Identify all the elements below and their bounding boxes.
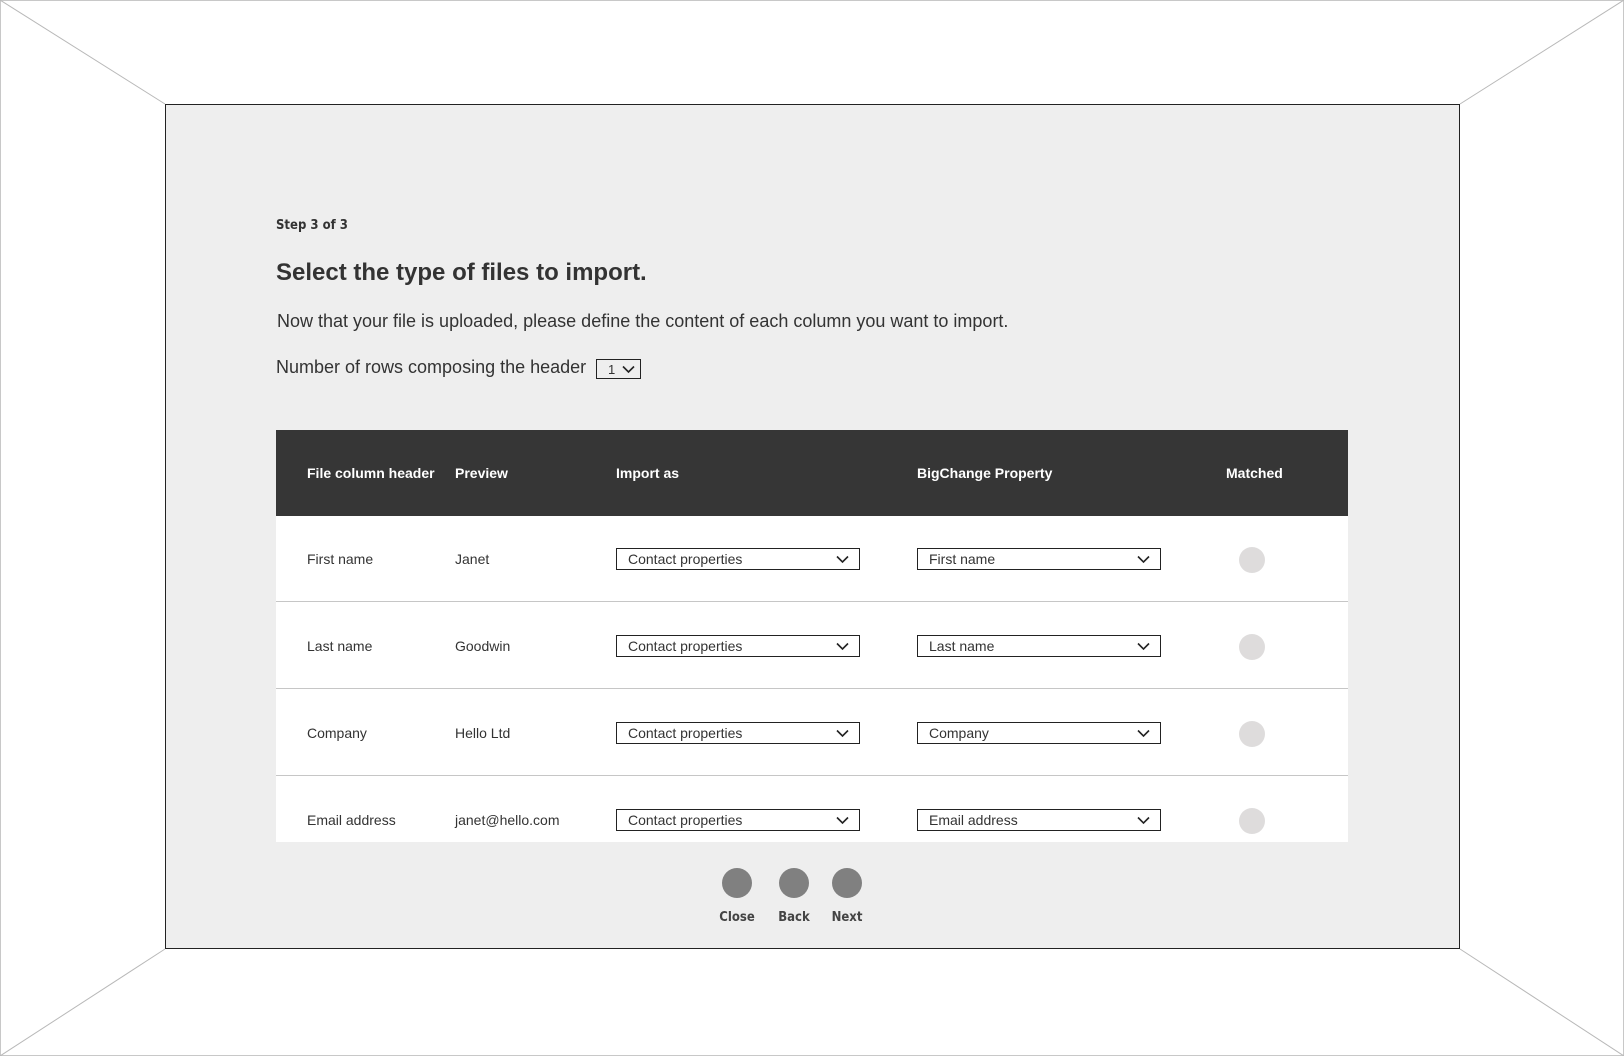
import-as-value: Contact properties [628, 638, 743, 654]
column-header-property: BigChange Property [917, 465, 1053, 481]
back-button[interactable] [764, 868, 824, 925]
import-modal [165, 104, 1460, 949]
table-row [276, 603, 1348, 689]
chevron-down-icon [1137, 555, 1150, 564]
property-select[interactable] [917, 635, 1161, 657]
table-row [276, 516, 1348, 602]
preview-cell: janet@hello.com [455, 812, 560, 828]
property-value: Company [929, 725, 989, 741]
preview-cell: Hello Ltd [455, 725, 511, 741]
property-value: Last name [929, 638, 995, 654]
property-select[interactable] [917, 722, 1161, 744]
import-as-select[interactable] [616, 722, 860, 744]
header-rows-label: Number of rows composing the header [276, 357, 587, 377]
next-button[interactable] [817, 868, 877, 925]
import-as-select[interactable] [616, 635, 860, 657]
close-button[interactable] [707, 868, 767, 925]
header-rows-value: 1 [608, 362, 616, 377]
import-as-value: Contact properties [628, 812, 743, 828]
preview-cell: Janet [455, 551, 490, 567]
chevron-down-icon [622, 365, 635, 374]
matched-indicator [1239, 634, 1265, 660]
property-value: Email address [929, 812, 1018, 828]
step-indicator: Step 3 of 3 [276, 218, 348, 233]
table-header [276, 430, 1348, 516]
import-as-select[interactable] [616, 809, 860, 831]
matched-indicator [1239, 547, 1265, 573]
column-header-file-column: File column header [307, 465, 435, 481]
file-column-cell: Last name [307, 638, 373, 654]
chevron-down-icon [836, 642, 849, 651]
back-button-label: Back [778, 910, 810, 925]
close-button-label: Close [719, 910, 755, 925]
column-header-import-as: Import as [616, 465, 680, 481]
file-column-cell: First name [307, 551, 374, 567]
matched-indicator [1239, 808, 1265, 834]
property-select[interactable] [917, 548, 1161, 570]
column-mapping-table [276, 430, 1348, 842]
header-rows-select[interactable] [596, 359, 641, 379]
chevron-down-icon [1137, 816, 1150, 825]
import-as-value: Contact properties [628, 551, 743, 567]
import-as-value: Contact properties [628, 725, 743, 741]
chevron-down-icon [836, 729, 849, 738]
property-value: First name [929, 551, 996, 567]
next-button-label: Next [831, 910, 863, 925]
next-icon [832, 868, 862, 898]
preview-cell: Goodwin [455, 638, 511, 654]
close-icon [722, 868, 752, 898]
property-select[interactable] [917, 809, 1161, 831]
chevron-down-icon [1137, 642, 1150, 651]
back-icon [779, 868, 809, 898]
table-row [276, 777, 1348, 842]
column-header-preview: Preview [455, 465, 508, 481]
chevron-down-icon [836, 816, 849, 825]
column-header-matched: Matched [1226, 465, 1283, 481]
page-description: Now that your file is uploaded, please define the content of each column you want to import. [277, 311, 1009, 331]
import-as-select[interactable] [616, 548, 860, 570]
page-title: Select the type of files to import. [276, 259, 647, 286]
table-row [276, 690, 1348, 776]
chevron-down-icon [836, 555, 849, 564]
matched-indicator [1239, 721, 1265, 747]
chevron-down-icon [1137, 729, 1150, 738]
file-column-cell: Company [307, 725, 367, 741]
file-column-cell: Email address [307, 812, 396, 828]
